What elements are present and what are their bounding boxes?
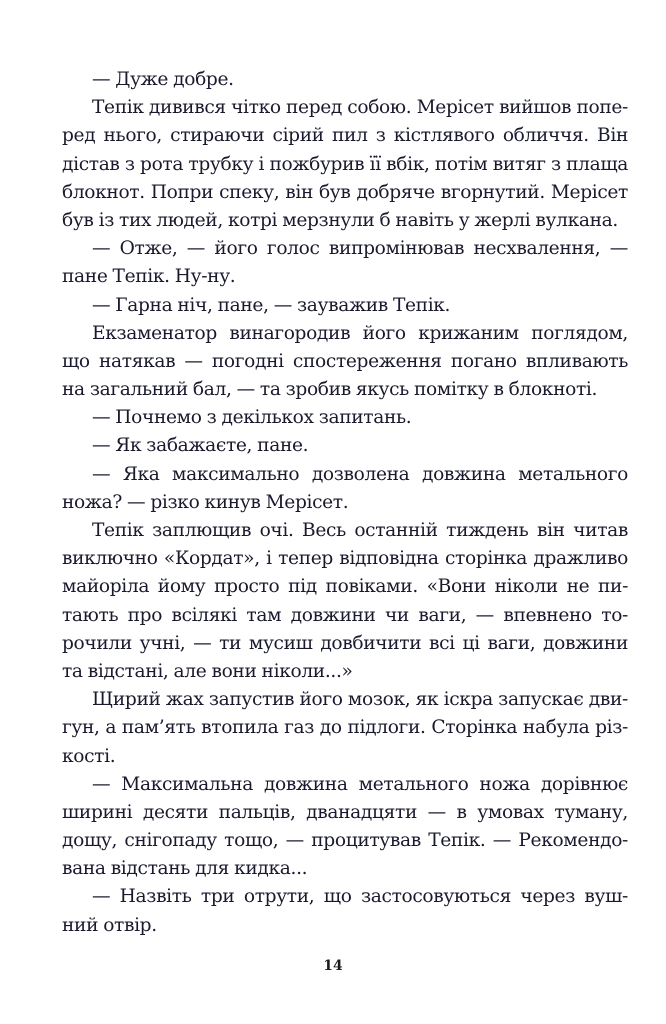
text-line: Екзаменатор винагородив його крижаним поглядом, [92, 322, 628, 344]
text-line: — Максимальна довжина метального ножа дорівнює [92, 773, 628, 795]
text-line: — Яка максимально дозволена довжина метального [92, 463, 628, 485]
text-line: тають про всілякі там довжини чи ваги, — впевнено то- [62, 604, 628, 626]
text-line: Тепік заплющив очі. Весь останній тиждень він читав [92, 520, 628, 541]
text-line: Щирий жах запустив його мозок, як іскра запускає дви- [92, 689, 628, 711]
text-line: майоріла йому просто під повіками. «Вони ніколи не пи- [62, 576, 628, 598]
text-line: пане Тепік. Ну-ну. [62, 266, 236, 288]
page-number: 14 [323, 958, 343, 974]
text-line: ред нього, стираючи сірий пил з кістлявого обличчя. Він [62, 125, 628, 147]
text-line: та відстані, але вони ніколи...» [62, 660, 353, 682]
text-line: ний отвір. [62, 914, 157, 936]
text-line: рочили учні, — ти мусиш довбичити всі ці ваги, довжини [62, 632, 628, 654]
text-line: був із тих людей, котрі мерзнули б навіть у жерлі вулкана. [62, 209, 618, 231]
text-line: дощу, снігопаду тощо, — процитував Тепік. — Рекомендо- [62, 830, 628, 852]
text-line: вана відстань для кидка... [62, 858, 308, 880]
text-line: виключно «Кордат», і тепер відповідна сторінка дражливо [62, 548, 628, 570]
text-line: гун, а пам’ять втопила газ до підлоги. Сторінка набула різ- [62, 717, 628, 739]
text-line: ширині десяти пальців, дванадцяти — в умовах туману, [62, 801, 628, 823]
text-line: — Гарна ніч, пане, — зауважив Тепік. [92, 294, 451, 316]
book-page-text [62, 66, 628, 940]
text-line: — Як забажаєте, пане. [92, 435, 309, 457]
text-line: — Назвіть три отрути, що застосовуються через вуш- [92, 886, 628, 908]
text-line: на загальний бал, — та зробив якусь помітку в блокноті. [62, 379, 598, 401]
text-line: ножа? — різко кинув Мерісет. [62, 491, 349, 513]
text-line: — Дуже добре. [92, 69, 234, 90]
text-line: блокнот. Попри спеку, він був добряче вгорнутий. Мерісет [62, 181, 628, 203]
text-line: кості. [62, 745, 116, 767]
text-line: Тепік дивився чітко перед собою. Мерісет вийшов попе- [92, 97, 628, 119]
text-line: що натякав — погодні спостереження погано впливають [62, 350, 628, 372]
text-line: дістав з рота трубку і пожбурив її вбік, потім витяг з плаща [62, 153, 628, 175]
text-line: — Почнемо з декількох запитань. [92, 407, 412, 429]
text-line: — Отже, — його голос випромінював несхвалення, — [92, 238, 628, 260]
